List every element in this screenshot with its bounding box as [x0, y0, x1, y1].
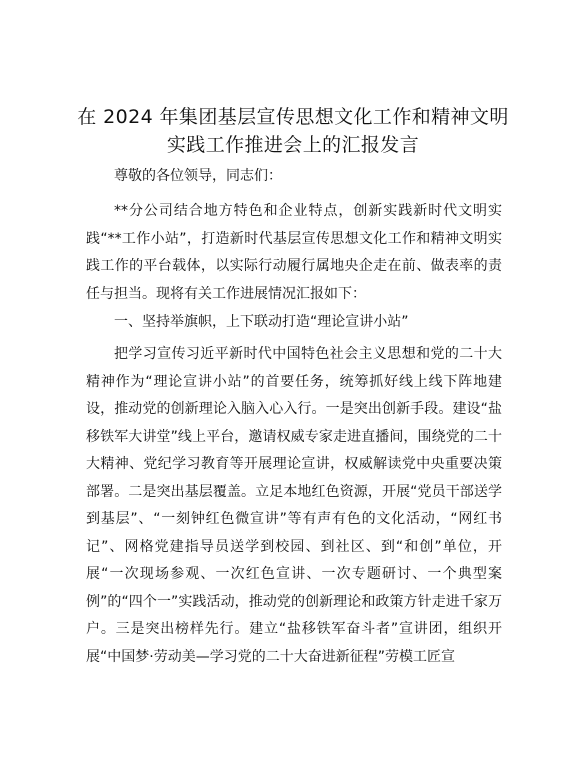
- intro-paragraph: **分公司结合地方特色和企业特点，创新实践新时代文明实践“**工作小站”，打造新时代基层宣传思想文化工作和精神文明实践工作的平台载体，以实际行动履行属地央企走在前、做表率的责任与担当。现将有关工作进展情况汇报如下：: [86, 203, 502, 302]
- section-1-paragraph: 把学习宣传习近平新时代中国特色社会主义思想和党的二十大精神作为“理论宣讲小站”的首要任务，统筹抓好线上线下阵地建设，推动党的创新理论入脑入心入行。一是突出创新手段。建设“盐移铁军大讲堂”线上平台，邀请权威专家走进直播间，围绕党的二十大精神、党纪学习教育等开展理论宣讲，权威解读党中央重要决策部署。二是突出基层覆盖。立足本地红色资源，开展“党员干部送学到基层”、“一刻钟红色微宣讲”等有声有色的文化活动，“网红书记”、网格党建指导员送学到校园、到社区、到“和创”单位，开展“一次现场参观、一次红色宣讲、一次专题研讨、一个典型案例”的“四个一”实践活动，推动党的创新理论和政策方针走进千家万户。三是突出榜样先行。建立“盐移铁军奋斗者”宣讲团，组织开展“中国梦·劳动美—学习党的二十大奋进新征程”劳模工匠宣: [86, 346, 502, 665]
- salutation: 尊敬的各位领导，同志们：: [114, 168, 282, 184]
- section-heading-1: 一、坚持举旗帜，上下联动打造“理论宣讲小站”: [114, 314, 409, 330]
- document-title: 在 2024 年集团基层宣传思想文化工作和精神文明实践工作推进会上的汇报发言: [77, 106, 509, 156]
